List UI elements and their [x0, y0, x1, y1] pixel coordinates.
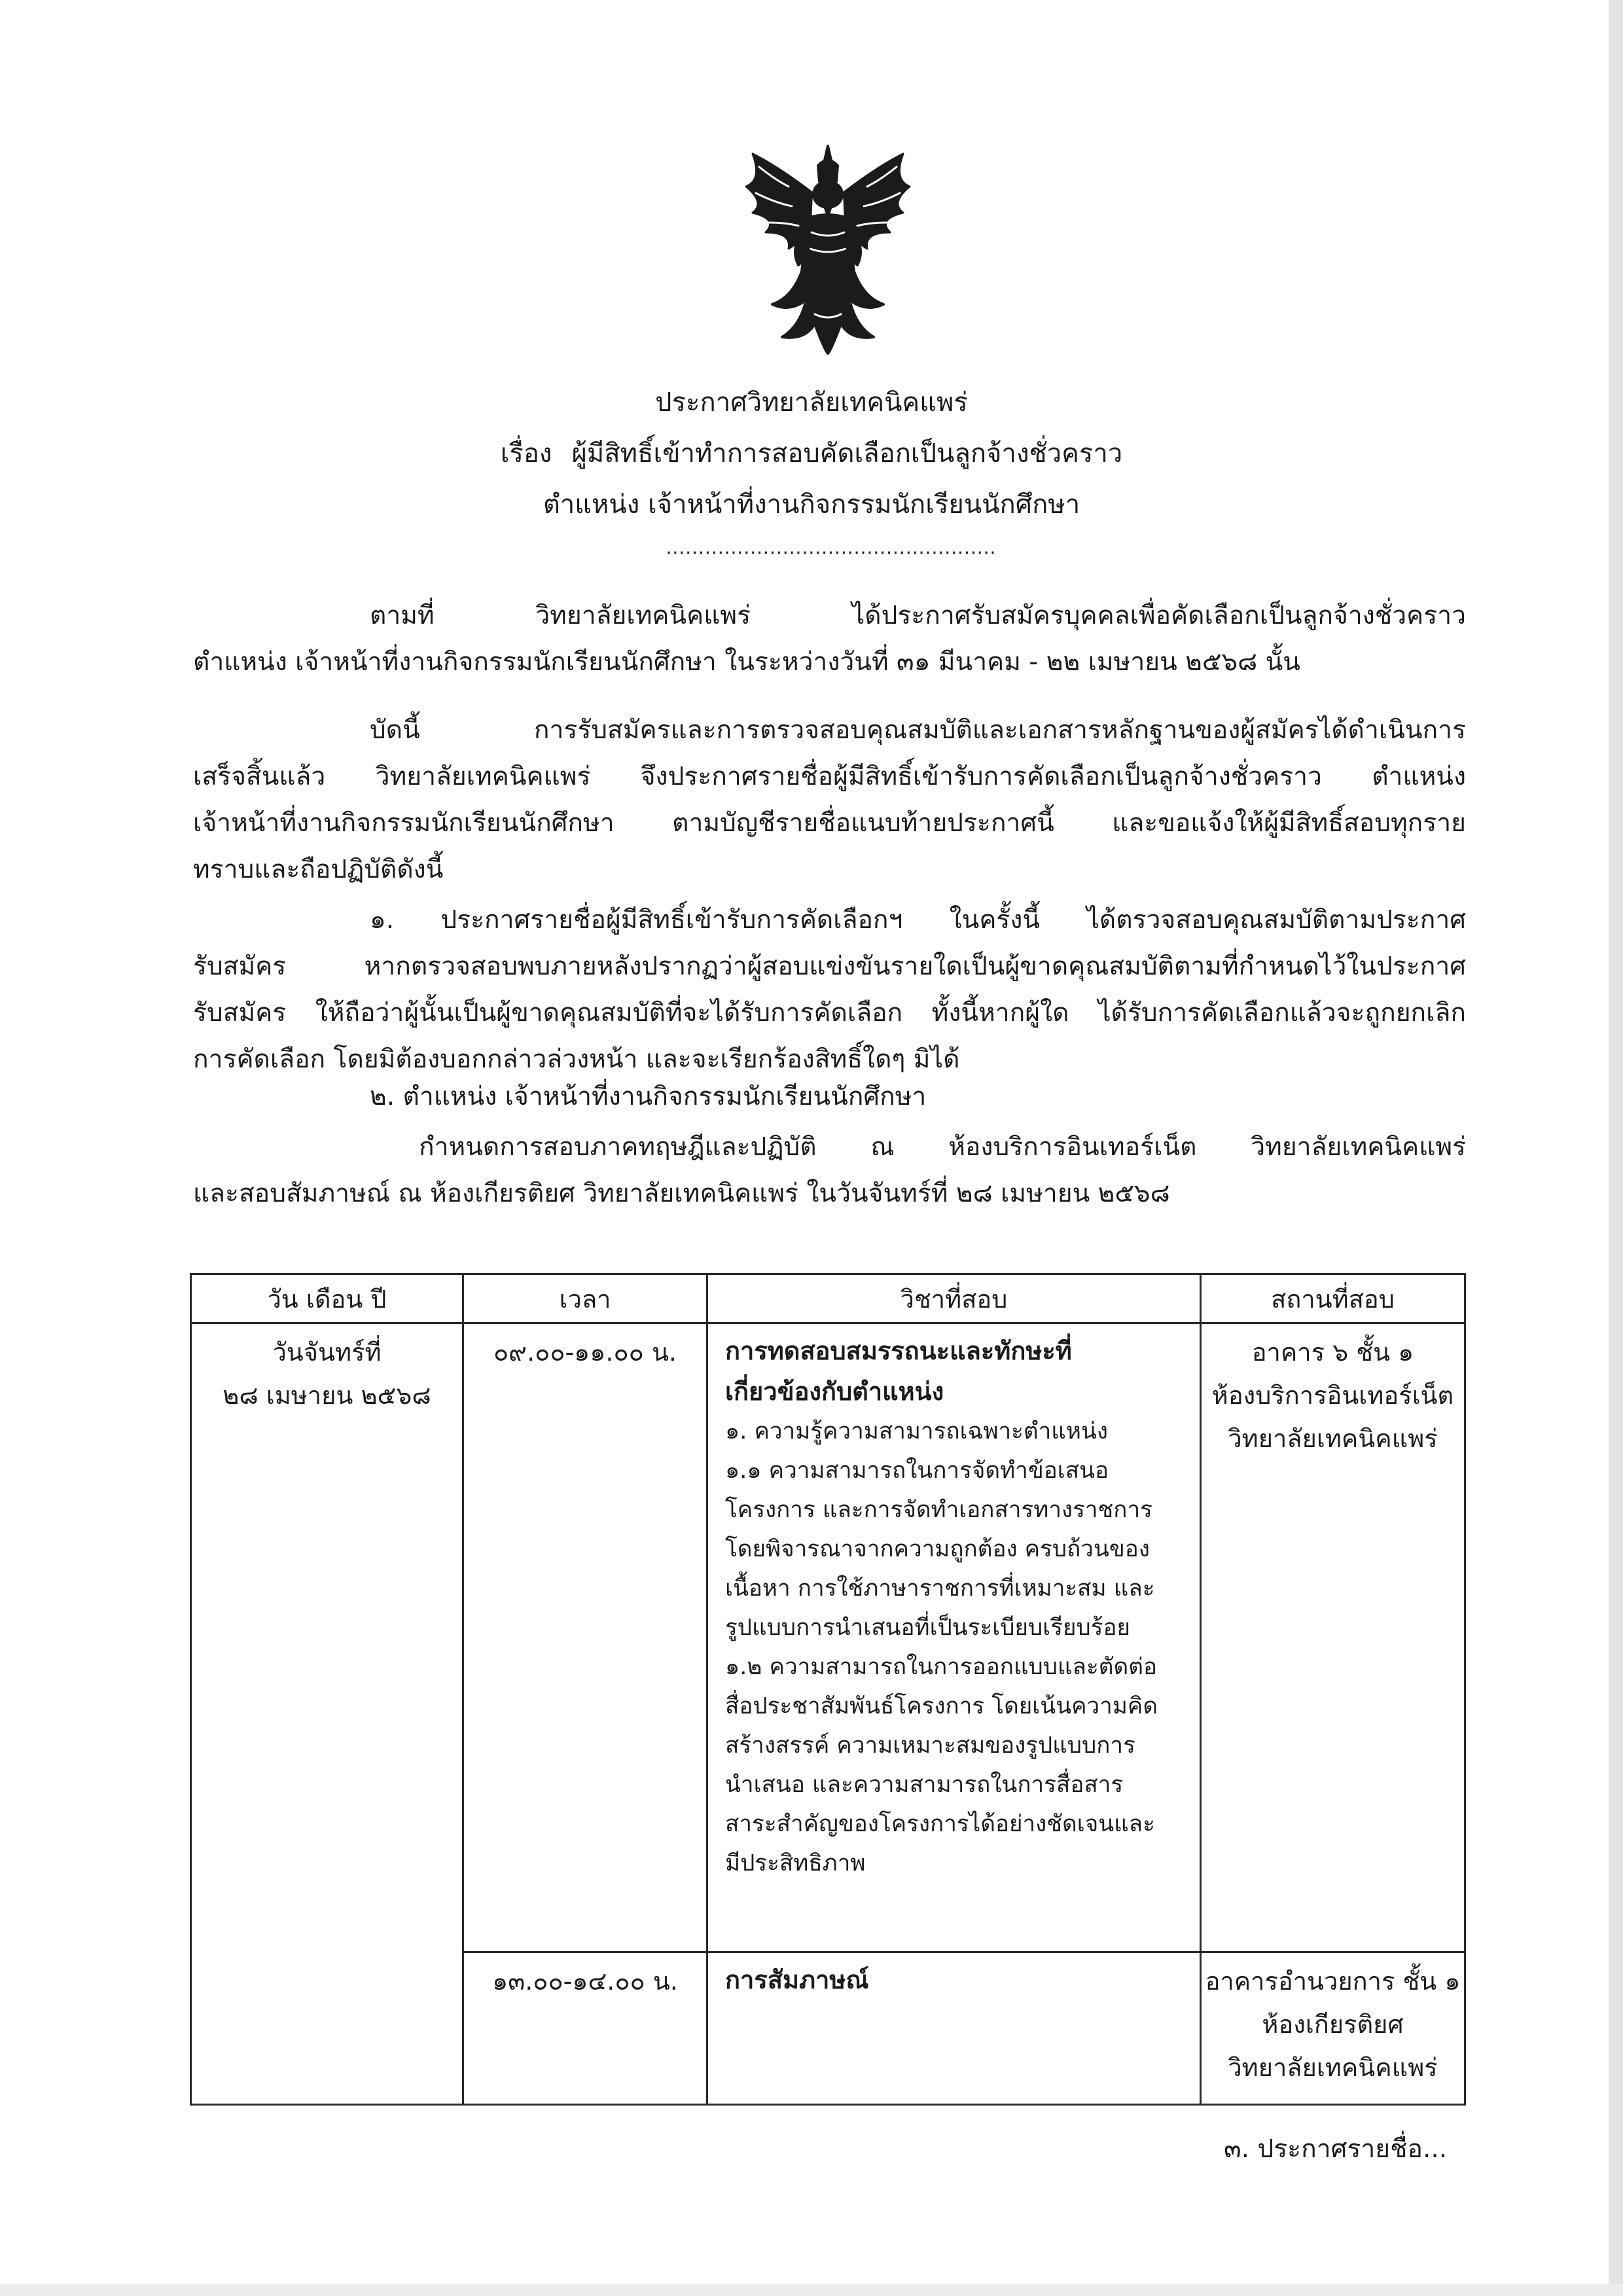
announcement-subject	[0, 434, 1623, 473]
scan-edge-bottom	[0, 2284, 1623, 2296]
paragraph-4	[193, 1073, 1466, 1120]
table-header-row	[191, 1274, 1465, 1323]
paragraph-line: ตำแหน่ง เจ้าหน้าที่งานกิจกรรมนักเรียนนักศึกษา ในระหว่างวันที่ ๓๑ มีนาคม - ๒๒ เมษายน ๒๕๖๘ นั้น	[193, 647, 1300, 677]
paragraph-line: เจ้าหน้าที่งานกิจกรรมนักเรียนนักศึกษา ตามบัญชีรายชื่อแนบท้ายประกาศนี้ และขอแจ้งให้ผู้มีสิทธิ์สอบทุกราย	[193, 808, 1466, 838]
subject-title: การทดสอบสมรรถนะและทักษะที่	[725, 1336, 1072, 1365]
subject-item: มีประสิทธิภาพ	[725, 1850, 866, 1876]
place-line: ห้องเกียรติยศ	[1262, 2010, 1404, 2039]
scan-edge	[1609, 0, 1623, 2296]
paragraph-line: การคัดเลือก โดยมิต้องบอกกล่าวล่วงหน้า และจะเรียกร้องสิทธิ์ใดๆ มิได้	[193, 1045, 960, 1074]
paragraph-line: ตามที่ วิทยาลัยเทคนิคแพร่ ได้ประกาศรับสมัครบุคคลเพื่อคัดเลือกเป็นลูกจ้างชั่วคราว	[370, 601, 1466, 630]
announcement-position: ตำแหน่ง เจ้าหน้าที่งานกิจกรรมนักเรียนนักศึกษา	[543, 490, 1080, 520]
separator-dots: ...................................................	[666, 537, 997, 558]
subject-item: สร้างสรรค์ ความเหมาะสมของรูปแบบการ	[725, 1732, 1135, 1759]
place-line: อาคารอำนวยการ ชั้น ๑	[1205, 1967, 1461, 1996]
subject-cell	[707, 1952, 1201, 2105]
place-cell	[1201, 1952, 1465, 2105]
place-line: วิทยาลัยเทคนิคแพร่	[1228, 1424, 1438, 1453]
paragraph-line: ๒. ตำแหน่ง เจ้าหน้าที่งานกิจกรรมนักเรียนนักศึกษา	[370, 1082, 927, 1111]
header-place: สถานที่สอบ	[1201, 1274, 1465, 1323]
place-line: ห้องบริการอินเทอร์เน็ต	[1211, 1381, 1454, 1410]
subject-item: เนื้อหา การใช้ภาษาราชการที่เหมาะสม และ	[725, 1575, 1155, 1602]
subject-cell	[707, 1323, 1201, 1952]
time-cell: ๐๙.๐๐-๑๑.๐๐ น.	[463, 1323, 707, 1952]
paragraph-3	[193, 897, 1466, 1083]
subject-label: เรื่อง	[500, 439, 552, 469]
date-cell	[191, 1323, 463, 2105]
subject-title: การสัมภาษณ์	[725, 1965, 869, 1994]
paragraph-line: เสร็จสิ้นแล้ว วิทยาลัยเทคนิคแพร่ จึงประกาศรายชื่อผู้มีสิทธิ์เข้ารับการคัดเลือกเป็นลูกจ้างชั่วคราว ตำแหน่ง	[193, 762, 1466, 791]
subject-item: ๑.๒ ความสามารถในการออกแบบและตัดต่อ	[725, 1654, 1157, 1680]
paragraph-line: กำหนดการสอบภาคทฤษฎีและปฏิบัติ ณ ห้องบริการอินเทอร์เน็ต วิทยาลัยเทคนิคแพร่	[419, 1132, 1466, 1162]
paragraph-2	[193, 707, 1466, 893]
place-line: อาคาร ๖ ชั้น ๑	[1251, 1338, 1414, 1367]
subject-item: นำเสนอ และความสามารถในการสื่อสาร	[725, 1772, 1124, 1798]
date-line: ๒๘ เมษายน ๒๕๖๘	[223, 1381, 431, 1410]
paragraph-line: บัดนี้ การรับสมัครและการตรวจสอบคุณสมบัติและเอกสารหลักฐานของผู้สมัครได้ดำเนินการ	[370, 715, 1466, 745]
subject-item: โครงการ และการจัดทำเอกสารทางราชการ	[725, 1497, 1152, 1523]
header-time: เวลา	[463, 1274, 707, 1323]
paragraph-line: รับสมัคร ให้ถือว่าผู้นั้นเป็นผู้ขาดคุณสมบัติที่จะได้รับการคัดเลือก ทั้งนี้หากผู้ใด ได้รับการคัดเลือกแล้วจะถูกยกเลิก	[193, 998, 1466, 1028]
place-line: วิทยาลัยเทคนิคแพร่	[1228, 2053, 1438, 2082]
paragraph-line: และสอบสัมภาษณ์ ณ ห้องเกียรติยศ วิทยาลัยเทคนิคแพร่ ในวันจันทร์ที่ ๒๘ เมษายน ๒๕๖๘	[193, 1179, 1170, 1208]
subject-item: ๑.๑ ความสามารถในการจัดทำข้อเสนอ	[725, 1458, 1109, 1484]
paragraph-1	[193, 592, 1466, 685]
paragraph-5	[193, 1124, 1466, 1217]
paragraph-line: ทราบและถือปฏิบัติดังนี้	[193, 855, 444, 884]
garuda-emblem-icon	[726, 141, 929, 357]
paragraph-line: รับสมัคร หากตรวจสอบพบภายหลังปรากฏว่าผู้สอบแข่งขันรายใดเป็นผู้ขาดคุณสมบัติตามที่กำหนดไว้ในประกาศ	[193, 952, 1466, 981]
continuation-footer: ๓. ประกาศรายชื่อ...	[1224, 2134, 1448, 2164]
subject-item: รูปแบบการนำเสนอที่เป็นระเบียบเรียบร้อย	[725, 1615, 1130, 1641]
table-row	[191, 1323, 1465, 1952]
place-cell	[1201, 1323, 1465, 1952]
subject-item: โดยพิจารณาจากความถูกต้อง ครบถ้วนของ	[725, 1536, 1150, 1562]
subject-item: สื่อประชาสัมพันธ์โครงการ โดยเน้นความคิด	[725, 1693, 1158, 1719]
paragraph-line: ๑. ประกาศรายชื่อผู้มีสิทธิ์เข้ารับการคัดเลือกฯ ในครั้งนี้ ได้ตรวจสอบคุณสมบัติตามประกาศ	[370, 905, 1466, 935]
announcement-title: ประกาศวิทยาลัยเทคนิคแพร่	[655, 387, 968, 418]
header-subject: วิชาที่สอบ	[707, 1274, 1201, 1323]
date-line: วันจันทร์ที่	[272, 1338, 382, 1367]
subject-item: สาระสำคัญของโครงการได้อย่างชัดเจนและ	[725, 1811, 1155, 1837]
subject-item: ๑. ความรู้ความสามารถเฉพาะตำแหน่ง	[725, 1418, 1108, 1444]
subject-text: ผู้มีสิทธิ์เข้าทำการสอบคัดเลือกเป็นลูกจ้างชั่วคราว	[571, 439, 1123, 469]
subject-title: เกี่ยวข้องกับตำแหน่ง	[725, 1377, 944, 1406]
time-cell: ๑๓.๐๐-๑๔.๐๐ น.	[463, 1952, 707, 2105]
exam-schedule-table	[190, 1273, 1466, 2106]
header-date: วัน เดือน ปี	[191, 1274, 463, 1323]
